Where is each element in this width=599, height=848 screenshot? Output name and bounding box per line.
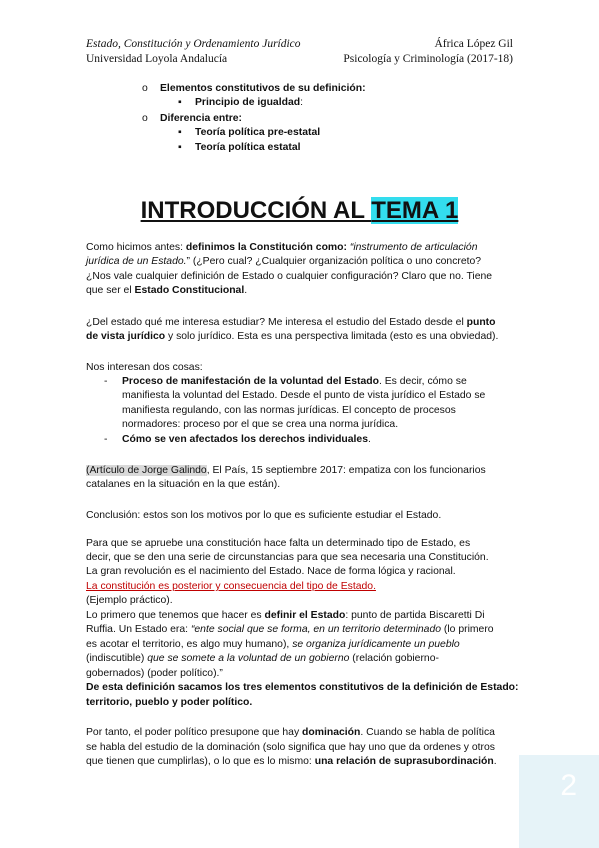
paragraph-line: que ser el Estado Constitucional.	[86, 285, 248, 296]
paragraph-line: decir, que se den una serie de circunstancias para que sea necesaria una Constitución.	[86, 552, 489, 563]
list-item: Proceso de manifestación de la voluntad del Estado. Es decir, cómo se	[122, 376, 467, 387]
course-name: Estado, Constitución y Ordenamiento Jurídico	[86, 38, 301, 50]
circle-bullet-icon: o	[142, 83, 148, 94]
paragraph-line: (Artículo de Jorge Galindo, El País, 15 septiembre 2017: empatiza con los funcionarios	[86, 465, 486, 476]
outline-subitem: Teoría política pre-estatal	[195, 127, 321, 138]
square-bullet-icon: ▪	[178, 97, 182, 108]
paragraph-line: de vista jurídico y solo jurídico. Esta es una perspectiva limitada (esto es una obviedad).	[86, 331, 499, 342]
paragraph-line: ¿Nos vale cualquier definición de Estado o cualquier configuración? Claro que no. Tiene	[86, 271, 493, 282]
paragraph-line: Ruffia. Un Estado era: “ente social que se forma, en un territorio determinado (lo primero	[86, 624, 494, 635]
outline-subitem: Teoría política estatal	[195, 142, 301, 153]
paragraph-line: Conclusión: estos son los motivos por lo que es suficiente estudiar el Estado.	[86, 510, 442, 521]
author-name: África López Gil	[434, 38, 513, 50]
paragraph-line: Como hicimos antes: definimos la Constitución como: “instrumento de articulación	[86, 242, 478, 253]
paragraph-line: De esta definición sacamos los tres elementos constitutivos de la definición de Estado:	[86, 682, 519, 693]
section-title: INTRODUCCIÓN AL TEMA 1	[140, 197, 459, 224]
square-bullet-icon: ▪	[178, 127, 182, 138]
paragraph-line: que tienen que cumplirlas), o lo que es lo mismo: una relación de suprasubordinación.	[86, 756, 497, 767]
square-bullet-icon: ▪	[178, 142, 182, 153]
highlighted-statement: La constitución es posterior y consecuencia del tipo de Estado.	[86, 581, 376, 592]
paragraph-line: gobernados) (poder político).”	[86, 668, 223, 679]
paragraph-line: Nos interesan dos cosas:	[86, 362, 203, 373]
circle-bullet-icon: o	[142, 113, 148, 124]
paragraph-line: ¿Del estado qué me interesa estudiar? Me interesa el estudio del Estado desde el punto	[86, 317, 496, 328]
university-name: Universidad Loyola Andalucía	[86, 53, 228, 65]
list-item-line: manifiesta la voluntad del Estado. Desde el punto de vista jurídico el Estado se	[122, 390, 486, 401]
paragraph-line: es acotar el territorio, es algo muy humano), se organiza jurídicamente un pueblo	[86, 639, 460, 650]
list-item-line: normadores: proceso por el que se crea una norma jurídica.	[122, 419, 399, 430]
paragraph-line: (Ejemplo práctico).	[86, 595, 173, 606]
paragraph-line: catalanes en la situación en la que están).	[86, 479, 281, 490]
dash-bullet-icon: -	[104, 376, 108, 387]
outline-item: Diferencia entre:	[160, 113, 242, 124]
paragraph-line: territorio, pueblo y poder político.	[86, 697, 253, 708]
dash-bullet-icon: -	[104, 434, 108, 445]
paragraph-line: La gran revolución es el nacimiento del Estado. Nace de forma lógica y racional.	[86, 566, 456, 577]
outline-subitem: Principio de igualdad:	[195, 97, 303, 108]
paragraph-line: se habla del estudio de la dominación (solo significa que hay uno que da ordenes y otros	[86, 742, 495, 753]
outline-item: Elementos constitutivos de su definición:	[160, 83, 366, 94]
paragraph-line: (indiscutible) que se somete a la voluntad de un gobierno (relación gobierno-	[86, 653, 439, 664]
program-name: Psicología y Criminología (2017-18)	[343, 53, 513, 65]
page-number-box	[519, 755, 599, 848]
paragraph-line: jurídica de un Estado.” (¿Pero cual? ¿Cualquier organización política o uno concreto?	[86, 256, 482, 267]
paragraph-line: Por tanto, el poder político presupone que hay dominación. Cuando se habla de política	[86, 727, 495, 738]
page-number: 2	[560, 769, 577, 802]
paragraph-line: Para que se apruebe una constitución hace falta un determinado tipo de Estado, es	[86, 538, 471, 549]
list-item-line: manifiesta regulando, con las normas jurídicas. El concepto de procesos	[122, 405, 456, 416]
title-highlight: TEMA 1	[371, 197, 459, 224]
paragraph-line: Lo primero que tenemos que hacer es definir el Estado: punto de partida Biscaretti Di	[86, 610, 485, 621]
list-item: Cómo se ven afectados los derechos individuales.	[122, 434, 371, 445]
